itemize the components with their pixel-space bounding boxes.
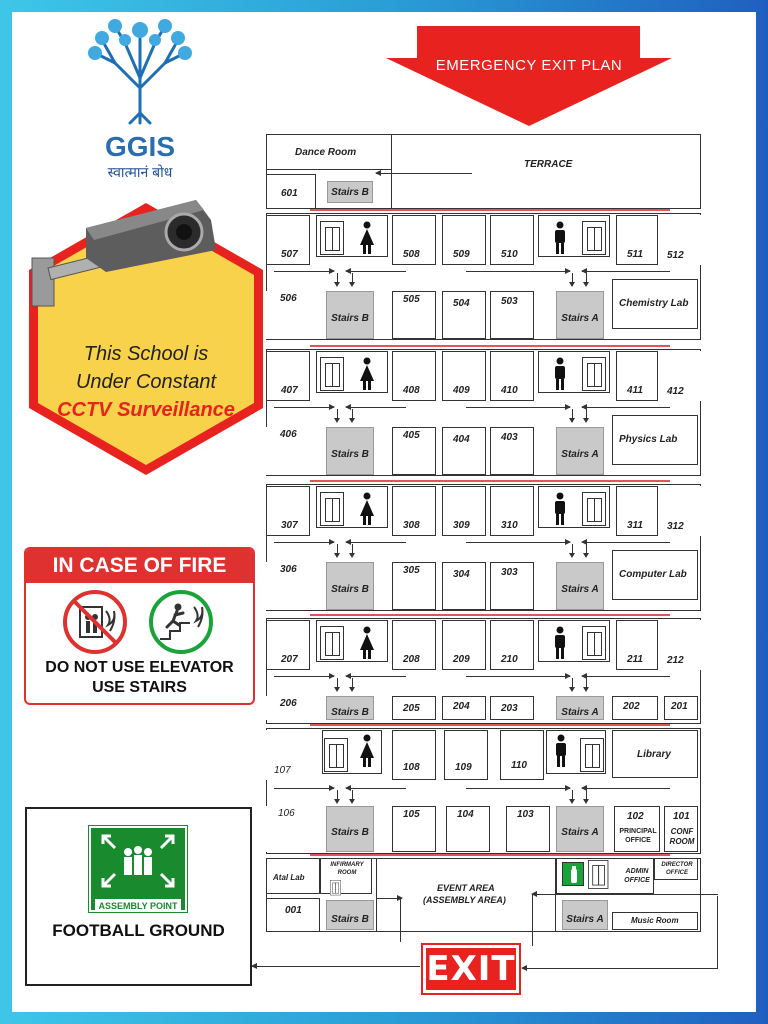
female-restroom-icon <box>358 626 376 660</box>
room-210-label: 210 <box>501 654 518 665</box>
room-312-label: 312 <box>667 521 684 532</box>
corridor-arrow-1-d <box>582 788 670 789</box>
stairs-b-5-label: Stairs B <box>331 312 369 324</box>
stairs-a-2-label: Stairs A <box>561 706 599 718</box>
event-route-left <box>376 898 402 899</box>
corridor-arrow-5-a <box>274 271 334 272</box>
cctv-notice <box>26 200 266 478</box>
room-409 <box>442 351 486 401</box>
stairs-a-5 <box>556 291 604 339</box>
ggis-logo <box>80 18 200 178</box>
room-210 <box>490 620 534 670</box>
stairs-b-4 <box>326 427 374 475</box>
exit-route-vertical <box>717 896 718 969</box>
room-405-label: 405 <box>403 430 420 441</box>
use-stairs-icon <box>148 589 214 655</box>
room-203 <box>490 696 534 720</box>
corridor-arrow-5-c <box>466 271 570 272</box>
assembly-point-label: ASSEMBLY POINT <box>95 899 181 913</box>
room-204-label: 204 <box>453 701 470 712</box>
stairs-a-4 <box>556 427 604 475</box>
corridor-arrow-4-d <box>582 407 670 408</box>
fire-notice <box>24 547 255 705</box>
stairs-a-2 <box>556 696 604 720</box>
room-308-label: 308 <box>403 520 420 531</box>
room-107 <box>266 730 310 780</box>
down-arrow-5-d <box>586 273 587 283</box>
room-311 <box>616 486 658 536</box>
room-508-label: 508 <box>403 249 420 260</box>
tree-icon <box>80 18 200 128</box>
room-202 <box>612 696 658 720</box>
down-arrow-3-a <box>337 544 338 554</box>
lab-4-label: Physics Lab <box>619 434 678 445</box>
room-504 <box>442 291 486 339</box>
down-arrow-1-b <box>352 790 353 800</box>
atal-lab-label: Atal Lab <box>273 873 305 882</box>
fire-extinguisher-sign-icon <box>562 862 584 886</box>
room-505-label: 505 <box>403 294 420 305</box>
corridor-arrow-1-c <box>466 788 570 789</box>
corridor-arrow-4-b <box>346 407 406 408</box>
elevator-a-5 <box>582 221 606 255</box>
event-route-down <box>400 898 401 942</box>
room-208 <box>392 620 436 670</box>
lab-4 <box>612 415 698 465</box>
room-102-label: 102 <box>627 811 644 822</box>
event-area <box>376 858 556 932</box>
library-label: Library <box>637 749 671 760</box>
stairs-a-1-label: Stairs A <box>561 826 599 838</box>
room-106 <box>266 806 318 852</box>
music-room <box>612 912 698 930</box>
lab-5 <box>612 279 698 329</box>
dance-room: Dance Room <box>266 134 392 170</box>
elevator-b-2 <box>320 626 344 660</box>
infirmary-room <box>320 858 372 894</box>
room-412-label: 412 <box>667 386 684 397</box>
room-212 <box>661 620 701 670</box>
room-106-label: 106 <box>278 808 295 819</box>
room-310-label: 310 <box>501 520 518 531</box>
room-408 <box>392 351 436 401</box>
room-312 <box>661 486 701 536</box>
room-511 <box>616 215 658 265</box>
corridor-arrow-3-c <box>466 542 570 543</box>
room-201 <box>664 696 698 720</box>
room-304 <box>442 562 486 610</box>
corridor-arrow-4-c <box>466 407 570 408</box>
room-411-label: 411 <box>627 385 643 396</box>
lab-3 <box>612 550 698 600</box>
room-101-label: 101 <box>673 811 690 822</box>
male-restroom-icon <box>552 734 570 768</box>
down-arrow-2-b <box>352 678 353 688</box>
emergency-banner <box>384 24 674 128</box>
stairs-a-5-label: Stairs A <box>561 312 599 324</box>
down-arrow-5-a <box>337 273 338 283</box>
elevator-b-0 <box>330 880 341 895</box>
down-arrow-1-d <box>586 790 587 800</box>
room-211 <box>616 620 658 670</box>
stairs-b-3 <box>326 562 374 610</box>
event-route-down-2 <box>532 894 533 946</box>
elevator-a-0 <box>588 860 608 889</box>
down-arrow-3-c <box>572 544 573 554</box>
assembly-area-label: (ASSEMBLY AREA) <box>423 895 506 905</box>
stairs-b-2 <box>326 696 374 720</box>
room-309 <box>442 486 486 536</box>
room-404-label: 404 <box>453 434 470 445</box>
corridor-arrow-3-a <box>274 542 334 543</box>
female-restroom-icon <box>358 357 376 391</box>
elevator-a-4 <box>582 357 606 391</box>
stairs-b-4-label: Stairs B <box>331 448 369 460</box>
room-512 <box>661 215 701 265</box>
cctv-line3: CCTV Surveillance <box>57 399 235 421</box>
corridor-arrow-3-d <box>582 542 670 543</box>
room-211-label: 211 <box>627 654 643 665</box>
elevator-b-5 <box>320 221 344 255</box>
down-arrow-2-d <box>586 678 587 688</box>
elevator-a-3 <box>582 492 606 526</box>
room-206-label: 206 <box>280 698 297 709</box>
exit-label: EXIT <box>426 949 516 989</box>
down-arrow-1-a <box>337 790 338 800</box>
male-restroom-icon <box>551 492 569 526</box>
room-403-label: 403 <box>501 432 518 443</box>
stairs-a-3 <box>556 562 604 610</box>
down-arrow-1-c <box>572 790 573 800</box>
stairs-b-6: Stairs B <box>327 181 373 203</box>
room-311-label: 311 <box>627 520 643 531</box>
room-208-label: 208 <box>403 654 420 665</box>
stairs-b-0 <box>326 900 374 930</box>
female-restroom-icon <box>358 492 376 526</box>
stairs-b-3-label: Stairs B <box>331 583 369 595</box>
room-303-label: 303 <box>501 567 518 578</box>
floor-5-redline <box>310 209 670 211</box>
exit-sign <box>423 945 519 993</box>
room-510-label: 510 <box>501 249 518 260</box>
room-203-label: 203 <box>501 703 518 714</box>
corridor-arrow-5-d <box>582 271 670 272</box>
room-001-label: 001 <box>285 905 302 916</box>
lab-3-label: Computer Lab <box>619 569 687 580</box>
down-arrow-3-d <box>586 544 587 554</box>
stairs-a-1 <box>556 806 604 852</box>
room-508 <box>392 215 436 265</box>
assembly-point-sign <box>89 826 187 912</box>
room-410-label: 410 <box>501 385 518 396</box>
floor-3-redline <box>310 480 670 482</box>
fire-line1: DO NOT USE ELEVATOR <box>45 659 234 676</box>
down-arrow-4-b <box>352 409 353 419</box>
room-110-label: 110 <box>511 760 527 771</box>
room-103 <box>506 806 550 852</box>
room-601: 601 <box>266 174 316 209</box>
room-410 <box>490 351 534 401</box>
down-arrow-4-c <box>572 409 573 419</box>
room-507 <box>266 215 310 265</box>
down-arrow-4-a <box>337 409 338 419</box>
room-307-label: 307 <box>281 520 298 531</box>
stairs-b-0-label: Stairs B <box>331 913 369 925</box>
elevator-b-3 <box>320 492 344 526</box>
room-408-label: 408 <box>403 385 420 396</box>
room-306 <box>266 562 318 610</box>
stairs-a-4-label: Stairs A <box>561 448 599 460</box>
room-406 <box>266 427 318 475</box>
no-elevator-icon <box>62 589 128 655</box>
event-area-label: EVENT AREA <box>437 883 495 893</box>
cctv-line2: Under Constant <box>75 371 217 393</box>
brand-name: GGIS <box>104 131 175 162</box>
room-309-label: 309 <box>453 520 470 531</box>
room-506 <box>266 291 318 339</box>
stairs-b-5 <box>326 291 374 339</box>
room-412 <box>661 351 701 401</box>
cctv-camera-icon <box>26 180 226 310</box>
cctv-line1: This School is <box>83 343 209 365</box>
room-505 <box>392 291 436 339</box>
female-restroom-icon <box>358 734 376 768</box>
room-305-label: 305 <box>403 565 420 576</box>
corridor-arrow-2-b <box>346 676 406 677</box>
corridor-arrow-5-b <box>346 271 406 272</box>
room-307 <box>266 486 310 536</box>
room-001 <box>266 898 320 932</box>
stairs-b-2-label: Stairs B <box>331 706 369 718</box>
banner-title: EMERGENCY EXIT PLAN <box>435 57 623 74</box>
principal-office-label: PRINCIPAL OFFICE <box>619 828 657 844</box>
floor-2-redline <box>310 614 670 616</box>
room-201-label: 201 <box>671 701 688 712</box>
elevator-b-4 <box>320 357 344 391</box>
down-arrow-2-c <box>572 678 573 688</box>
stairs-a-0-label: Stairs A <box>566 913 604 925</box>
football-ground-label: FOOTBALL GROUND <box>52 921 225 940</box>
room-104 <box>446 806 490 852</box>
library <box>612 730 698 778</box>
room-303 <box>490 562 534 610</box>
room-205 <box>392 696 436 720</box>
terrace: TERRACE <box>391 134 701 209</box>
room-509 <box>442 215 486 265</box>
floor-4-redline <box>310 345 670 347</box>
male-restroom-icon <box>551 626 569 660</box>
stairs-b-1-label: Stairs B <box>331 826 369 838</box>
room-209-label: 209 <box>453 654 470 665</box>
room-206 <box>266 696 318 720</box>
terrace-arrow <box>376 173 472 174</box>
room-407 <box>266 351 310 401</box>
room-509-label: 509 <box>453 249 470 260</box>
room-406-label: 406 <box>280 429 297 440</box>
room-304-label: 304 <box>453 569 470 580</box>
elevator-a-1 <box>580 738 604 772</box>
stairs-a-3-label: Stairs A <box>561 583 599 595</box>
room-212-label: 212 <box>667 655 684 666</box>
down-arrow-5-b <box>352 273 353 283</box>
corridor-arrow-1-a <box>274 788 334 789</box>
room-207-label: 207 <box>281 654 298 665</box>
admin-office-label: ADMIN OFFICE <box>624 868 650 884</box>
director-office-label: DIRECTOR OFFICE <box>661 862 693 876</box>
room-305 <box>392 562 436 610</box>
room-105-label: 105 <box>403 809 420 820</box>
music-room-label: Music Room <box>631 916 679 925</box>
conf-room-label: CONF ROOM <box>669 827 695 846</box>
exit-route-right <box>522 968 718 969</box>
room-209 <box>442 620 486 670</box>
male-restroom-icon <box>551 357 569 391</box>
room-109-label: 109 <box>455 762 472 773</box>
director-office <box>654 858 698 880</box>
floor-0-redline <box>310 854 670 856</box>
corridor-arrow-2-a <box>274 676 334 677</box>
lab-5-label: Chemistry Lab <box>619 298 689 309</box>
room-404 <box>442 427 486 475</box>
room-101 <box>664 806 698 852</box>
male-restroom-icon <box>551 221 569 255</box>
room-308 <box>392 486 436 536</box>
brand-tagline: स्वात्मानं बोध <box>107 164 173 180</box>
fire-line2: USE STAIRS <box>92 679 187 696</box>
room-104-label: 104 <box>457 809 474 820</box>
event-route-right <box>532 894 718 895</box>
room-506-label: 506 <box>280 293 297 304</box>
room-503 <box>490 291 534 339</box>
down-arrow-5-c <box>572 273 573 283</box>
room-105 <box>392 806 436 852</box>
room-108 <box>392 730 436 780</box>
room-503-label: 503 <box>501 296 518 307</box>
floor-1-redline <box>310 724 670 726</box>
football-ground <box>25 807 252 986</box>
corridor-arrow-2-c <box>466 676 570 677</box>
corridor-arrow-4-a <box>274 407 334 408</box>
room-511-label: 511 <box>627 249 643 260</box>
room-405 <box>392 427 436 475</box>
room-510 <box>490 215 534 265</box>
corridor-arrow-2-d <box>582 676 670 677</box>
room-504-label: 504 <box>453 298 470 309</box>
assembly-point-icon <box>91 828 185 894</box>
corridor-arrow-1-b <box>346 788 406 789</box>
room-512-label: 512 <box>667 250 684 261</box>
room-103-label: 103 <box>517 809 534 820</box>
room-205-label: 205 <box>403 703 420 714</box>
room-310 <box>490 486 534 536</box>
fire-heading: IN CASE OF FIRE <box>26 549 253 583</box>
corridor-arrow-3-b <box>346 542 406 543</box>
stairs-b-1 <box>326 806 374 852</box>
room-207 <box>266 620 310 670</box>
room-204 <box>442 696 486 720</box>
room-306-label: 306 <box>280 564 297 575</box>
infirmary-room-label: INFIRMARY ROOM <box>330 862 364 876</box>
down-arrow-3-b <box>352 544 353 554</box>
room-409-label: 409 <box>453 385 470 396</box>
exit-route-left <box>252 966 420 967</box>
room-403 <box>490 427 534 475</box>
atal-lab <box>266 858 320 894</box>
room-411 <box>616 351 658 401</box>
room-102 <box>614 806 660 852</box>
down-arrow-4-d <box>586 409 587 419</box>
female-restroom-icon <box>358 221 376 255</box>
room-202-label: 202 <box>623 701 640 712</box>
elevator-b-1 <box>324 738 348 772</box>
room-109 <box>444 730 488 780</box>
room-108-label: 108 <box>403 762 420 773</box>
room-407-label: 407 <box>281 385 298 396</box>
stairs-a-0 <box>562 900 608 930</box>
room-107-label: 107 <box>274 765 291 776</box>
room-110 <box>500 730 544 780</box>
room-507-label: 507 <box>281 249 298 260</box>
down-arrow-2-a <box>337 678 338 688</box>
elevator-a-2 <box>582 626 606 660</box>
